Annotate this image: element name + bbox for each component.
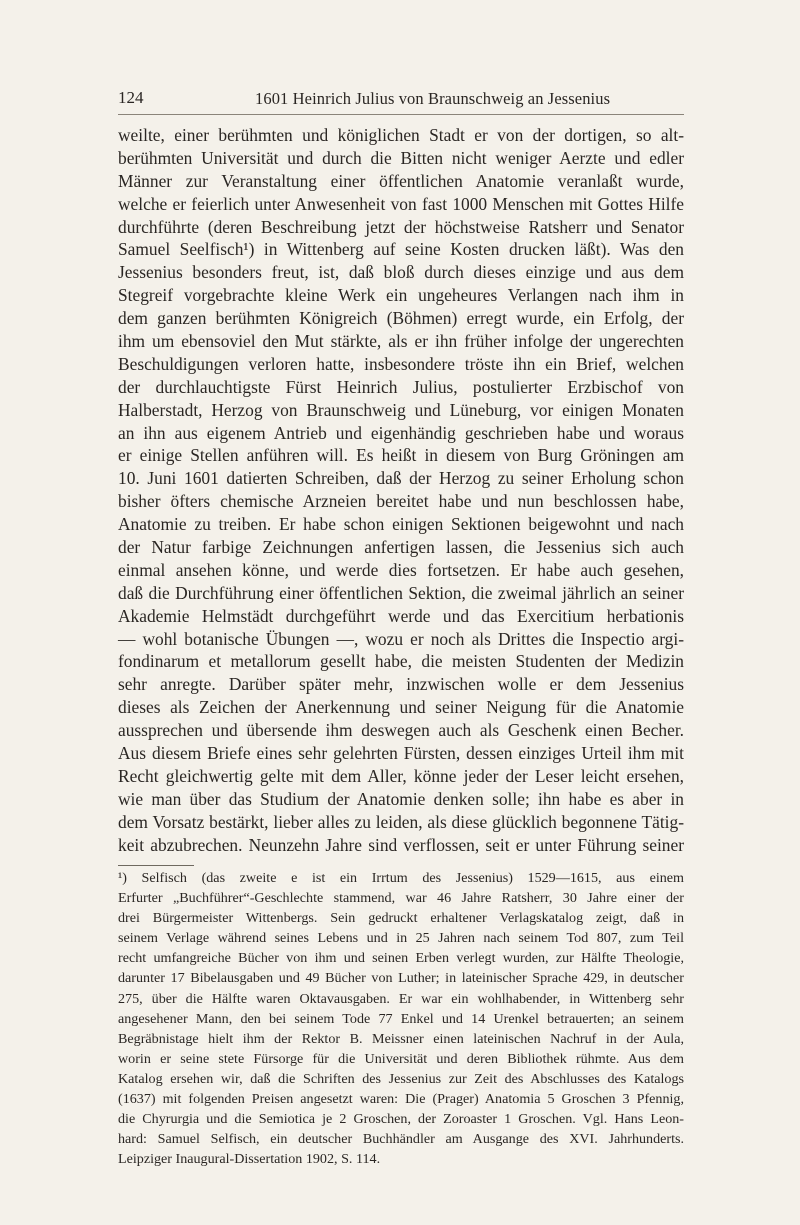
text-line: der Natur farbige Zeichnungen anfertigen lassen, die Jessenius sich auch xyxy=(118,537,684,558)
text-line: Samuel Seelfisch¹) in Wittenberg auf seine Kosten drucken läßt). Was den xyxy=(118,239,684,260)
text-line: 10. Juni 1601 datierten Schreiben, daß der Herzog zu seiner Erholung schon xyxy=(118,468,684,489)
text-line: fondinarum et metallorum gesellt habe, die meisten Studenten der Medizin xyxy=(118,651,684,672)
text-line: aussprechen und übersende ihm deswegen auch als Geschenk einen Becher. xyxy=(118,720,684,741)
footnote-line: worin er seine stete Fürsorge für die Universität und deren Bibliothek rühmte. Aus dem xyxy=(118,1050,684,1067)
footnote xyxy=(118,868,684,1169)
text-line: Anatomie zu treiben. Er habe schon einigen Sektionen beigewohnt und nach xyxy=(118,514,684,535)
text-line: wie man über das Studium der Anatomie denken solle; ihn habe es aber in xyxy=(118,788,684,809)
text-line: bisher öfters chemische Arzneien bereitet habe und nun beschlossen habe, xyxy=(118,491,684,512)
footnote-line: Erfurter „Buchführer“-Geschlechte stammend, war 46 Jahre Ratsherr, 30 Jahre einer der xyxy=(118,890,684,907)
footnote-line: darunter 17 Bibelausgaben und 49 Bücher von Luther; in lateinischer Sprache 429, in deutscher xyxy=(118,970,684,987)
text-line: Männer zur Veranstaltung einer öffentlichen Anatomie veranlaßt wurde, xyxy=(118,170,684,191)
footnote-line: hard: Samuel Selfisch, ein deutscher Buchhändler am Ausgange des XVI. Jahrhunderts. xyxy=(118,1131,684,1148)
footnote-line: Begräbnistage hielt ihm der Rektor B. Meissner einen lateinischen Nachruf in der Aula, xyxy=(118,1030,684,1047)
main-text xyxy=(118,124,684,857)
text-line: ihm um ebensoviel den Mut stärkte, als er ihn früher infolge der ungerechten xyxy=(118,331,684,352)
running-title: 1601 Heinrich Julius von Braunschweig an Jessenius xyxy=(255,89,611,108)
text-line: Akademie Helmstädt durchgeführt werde und das Exercitium herbationis xyxy=(118,605,684,626)
footnote-line: angesehener Mann, den bei seinem Tode 77 Enkel und 14 Urenkel betrauerten; an seinem xyxy=(118,1010,684,1027)
text-line: welche er feierlich unter Anwesenheit von fast 1000 Menschen mit Gottes Hilfe xyxy=(118,193,684,214)
page-header xyxy=(118,84,684,115)
text-line: Beschuldigungen verloren hatte, insbesondere tröste ihn ein Brief, welchen xyxy=(118,353,684,374)
text-line: einmal ansehen könne, und werde dies fortsetzen. Er habe auch gesehen, xyxy=(118,559,684,580)
footnote-line: ¹) Selfisch (das zweite e ist ein Irrtum des Jessenius) 1529—1615, aus einem xyxy=(118,870,684,886)
text-line: durchführte (deren Beschreibung jetzt der höchstweise Ratsherr und Senator xyxy=(118,216,684,237)
footnote-line: drei Bürgermeister Wittenbergs. Sein gedruckt erhaltener Verlagskatalog zeigt, daß in xyxy=(118,910,684,927)
text-line: er einige Stellen anführen will. Es heißt in diesem von Burg Gröningen am xyxy=(118,445,684,466)
footnote-line: recht umfangreiche Bücher von ihm und seinen Erben verlegt wurden, zur Hälfte Theologie, xyxy=(118,950,684,967)
text-line: an ihn aus eigenem Antrieb und eigenhändig geschrieben habe und woraus xyxy=(118,422,684,443)
footnote-line: Leipziger Inaugural-Dissertation 1902, S. 114. xyxy=(118,1151,381,1168)
text-line: sehr anregte. Darüber später mehr, inzwischen wolle er dem Jessenius xyxy=(118,674,684,695)
footnote-line: 275, über die Hälfte waren Oktavausgaben. Er war ein wohlhabender, in Wittenberg sehr xyxy=(118,990,684,1007)
footnote-line: seinem Verlage während seines Lebens und in 25 Jahren nach seinem Tod 807, zum Teil xyxy=(118,930,684,947)
text-line: Recht gleichwertig gelte mit dem Aller, könne jeder der Leser leicht ersehen, xyxy=(118,765,684,786)
footnote-line: die Chyrurgia und die Semiotica je 2 Groschen, der Zoroaster 1 Groschen. Vgl. Hans Leon- xyxy=(118,1111,684,1128)
text-line: der durchlauchtigste Fürst Heinrich Julius, postulierter Erzbischof von xyxy=(118,376,684,397)
footnote-divider xyxy=(118,865,194,866)
text-line: berühmten Universität und durch die Bitten nicht weniger Aerzte und edler xyxy=(118,147,684,168)
text-line: dem Vorsatz bestärkt, lieber alles zu leiden, als diese glücklich begonnene Tätig- xyxy=(118,811,684,832)
text-line: dem ganzen berühmten Königreich (Böhmen) erregt wurde, ein Erfolg, der xyxy=(118,308,684,329)
text-line: dieses als Zeichen der Anerkennung und seiner Neigung für die Anatomie xyxy=(118,697,684,718)
text-line: — wohl botanische Übungen —, wozu er noch als Drittes die Inspectio argi- xyxy=(118,628,684,649)
text-line: Halberstadt, Herzog von Braunschweig und Lüneburg, vor einigen Monaten xyxy=(118,399,684,420)
page-number: 124 xyxy=(118,88,144,107)
text-line: keit abzubrechen. Neunzehn Jahre sind verflossen, seit er unter Führung seiner xyxy=(118,834,684,855)
text-line: daß die Durchführung einer öffentlichen Sektion, die zweimal jährlich an seiner xyxy=(118,582,684,603)
text-line: Jessenius besonders freut, ist, daß bloß durch dieses einzige und aus dem xyxy=(118,262,684,283)
text-line: weilte, einer berühmten und königlichen Stadt er von der dortigen, so alt- xyxy=(118,125,684,145)
footnote-line: (1637) mit folgenden Preisen angesetzt waren: Die (Prager) Anatomia 5 Groschen 3 Pfennig, xyxy=(118,1091,684,1108)
footnote-line: Katalog ersehen wir, daß die Schriften des Jessenius zur Zeit des Abschlusses des Katalogs xyxy=(118,1070,684,1087)
text-line: Aus diesem Briefe eines sehr gelehrten Fürsten, dessen einziges Urteil ihm mit xyxy=(118,743,684,764)
text-line: Stegreif vorgebrachte kleine Werk ein ungeheures Verlangen nach ihm in xyxy=(118,285,684,306)
